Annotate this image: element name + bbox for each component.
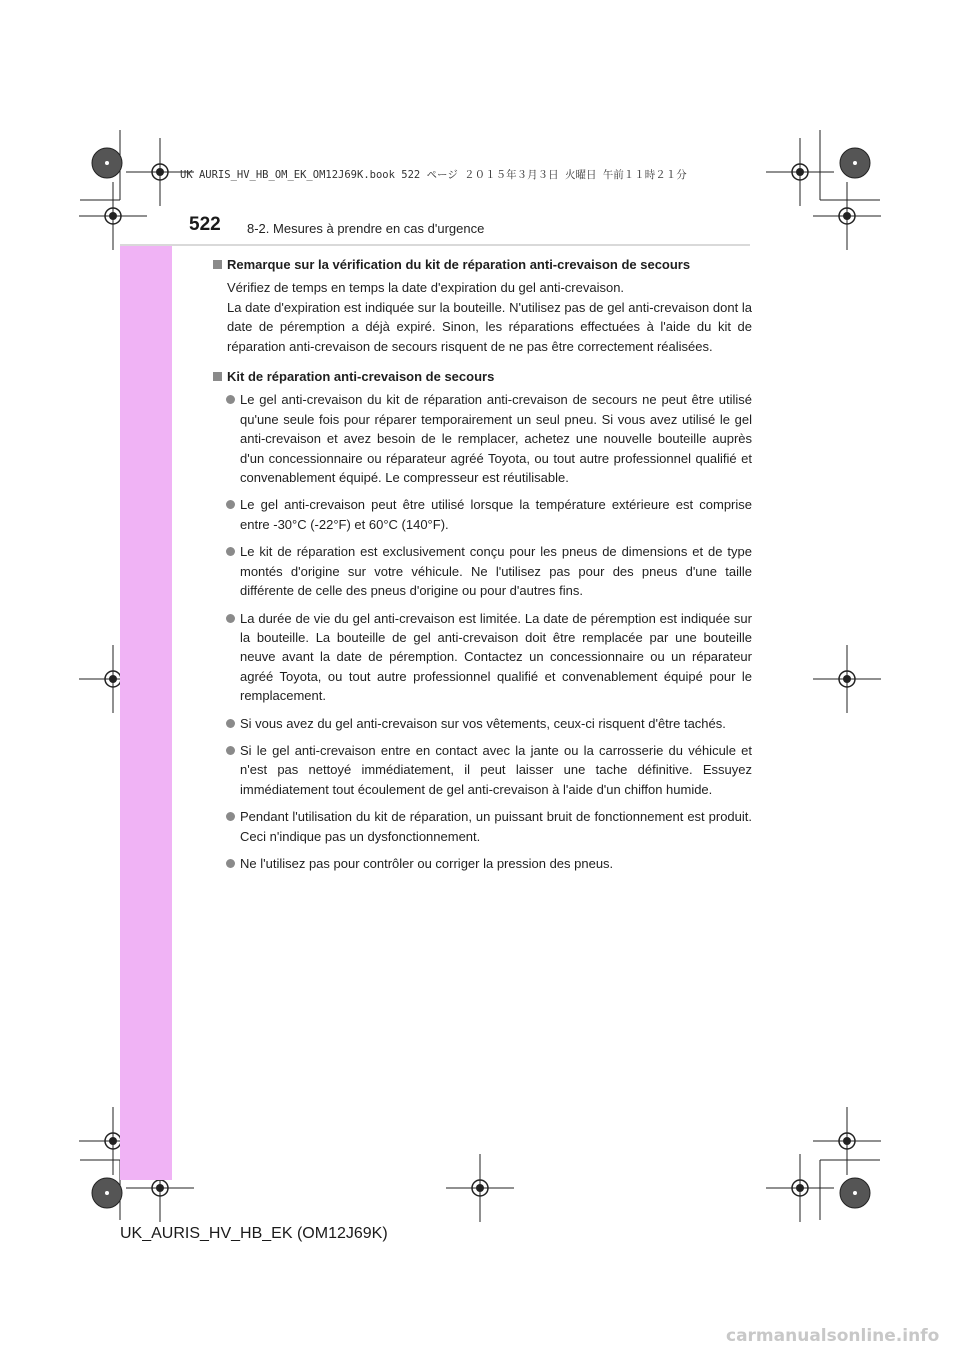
circle-bullet-icon [226,614,235,623]
list-item [213,542,752,600]
list-item-text: Le gel anti-crevaison peut être utilisé lorsque la température extérieure est comprise entre -30°C (-22°F) et 60°C (140°F). [240,497,752,532]
list-item [213,495,752,534]
circle-bullet-icon [226,719,235,728]
square-bullet-icon [213,372,222,381]
list-item-text: Ne l'utilisez pas pour contrôler ou corriger la pression des pneus. [240,855,614,871]
chapter-tab-bar [120,245,172,1180]
section-heading [213,367,752,386]
paragraph: La date d'expiration est indiquée sur la bouteille. N'utilisez pas de gel anti-crevaison dont la date de péremption a déjà expiré. Sinon, les réparations effectuées à l'aide du kit de réparation anti-crevaison de secours risquent de ne pas être correctement réalisées. [227,299,752,354]
watermark-link[interactable]: carmanualsonline.info [726,1326,940,1346]
list-item [213,854,752,873]
list-item [213,390,752,487]
circle-bullet-icon [226,547,235,556]
list-item [213,741,752,799]
circle-bullet-icon [226,395,235,404]
circle-bullet-icon [226,746,235,755]
heading-text: Remarque sur la vérification du kit de réparation anti-crevaison de secours [227,257,691,272]
circle-bullet-icon [226,500,235,509]
paragraph: Vérifiez de temps en temps la date d'expiration du gel anti-crevaison. [227,280,625,296]
header-rule [120,244,750,246]
list-item [213,609,752,706]
list-item-text: La durée de vie du gel anti-crevaison est limitée. La date de péremption est indiquée sur la bouteille. La bouteille de gel anti-crevaison doit être remplacée par une bouteille neuve avant la date de péremption. Contactez un concessionnaire ou un réparateur agréé Toyota, ou tout autre professionnel qualifié et convenablement équipé pour le remplacement. [240,610,752,704]
list-item-text: Si le gel anti-crevaison entre en contact avec la jante ou la carrosserie du véhicule et n'est pas nettoyé immédiatement, il peut laisser une tache définitive. Essuyez immédiatement tout écoulement de gel anti-crevaison à l'aide d'un chiffon humide. [240,742,752,797]
heading-text: Kit de réparation anti-crevaison de secours [227,369,495,385]
page-content [213,255,752,881]
list-item [213,714,752,733]
circle-bullet-icon [226,859,235,868]
page-number: 522 [189,214,221,235]
section-heading [213,255,752,274]
list-item-text: Le gel anti-crevaison du kit de réparation anti-crevaison de secours ne peut être utilisé qu'une seule fois pour réparer temporairement un seul pneu. Si vous avez utilisé le gel anti-crevaison et avez besoin de le remplacer, achetez une nouvelle bouteille auprès d'un concessionnaire ou réparateur agréé Toyota, ou tout autre professionnel qualifié et convenablement équipé. Le compresseur est réutilisable. [240,392,752,486]
list-item-text: Si vous avez du gel anti-crevaison sur vos vêtements, ceux-ci risquent d'être tachés. [240,715,726,731]
list-item-text: Le kit de réparation est exclusivement conçu pour les pneus de dimensions et de type montés d'origine sur votre véhicule. Ne l'utilisez pas pour des pneus d'une taille différente de celle des pneus d'origine ou pour d'autres fins. [240,544,752,599]
section-title: 8-2. Mesures à prendre en cas d'urgence [247,221,485,236]
list-item-text: Pendant l'utilisation du kit de réparation, un puissant bruit de fonctionnement est produit. Ceci n'indique pas un dysfonctionnement. [240,809,752,844]
circle-bullet-icon [226,812,235,821]
square-bullet-icon [213,260,222,269]
book-print-stamp: UK AURIS_HV_HB_OM_EK_OM12J69K.book 522 ページ ２０１５年３月３日 火曜日 午前１１時２１分 [180,169,687,181]
list-item [213,807,752,846]
manual-code-footer: UK_AURIS_HV_HB_EK (OM12J69K) [120,1225,388,1242]
